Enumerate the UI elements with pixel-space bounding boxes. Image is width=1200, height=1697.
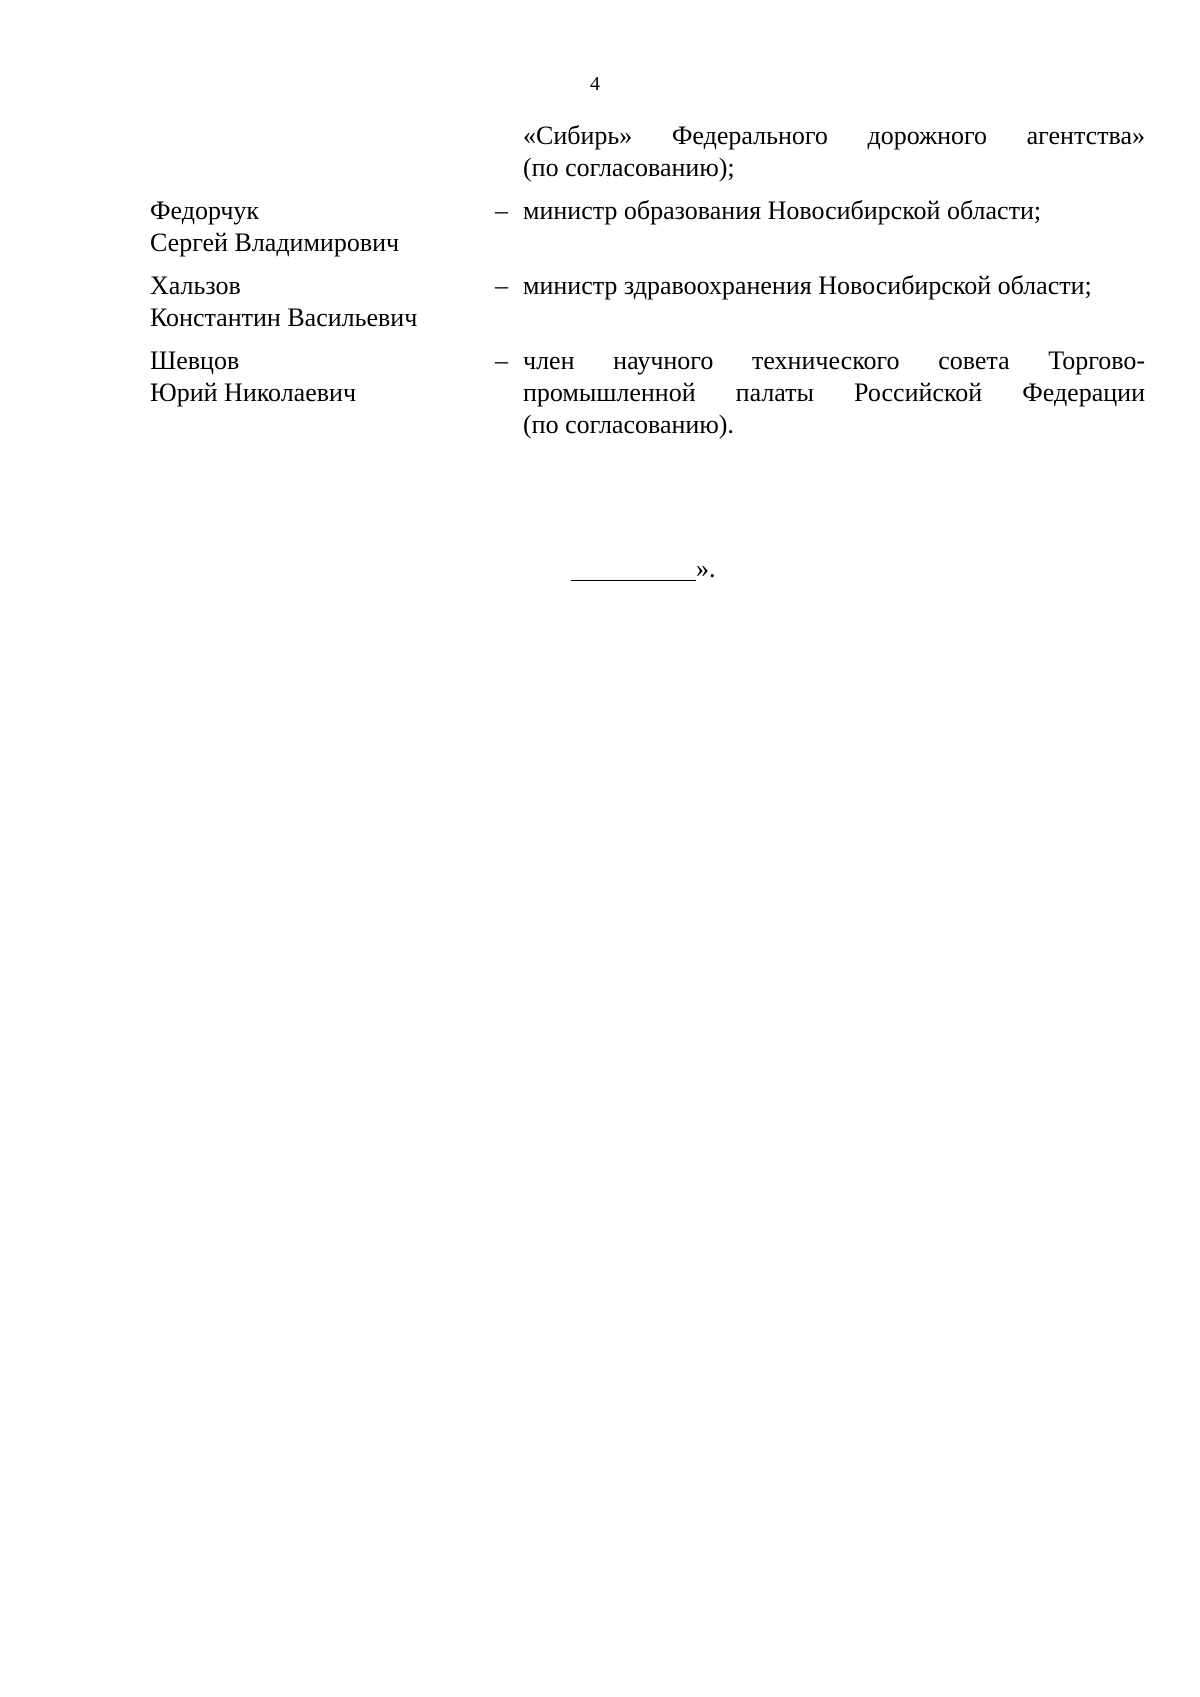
entry-dash: – <box>495 271 508 300</box>
entry-dash: – <box>495 346 508 375</box>
member-surname: Федорчук <box>150 196 260 225</box>
member-surname: Шевцов <box>150 346 240 375</box>
member-name <box>150 195 495 259</box>
member-surname: Хальзов <box>150 271 241 300</box>
member-given-names: Константин Васильевич <box>150 303 418 332</box>
member-given-names: Сергей Владимирович <box>150 228 400 257</box>
page-number: 4 <box>590 73 600 95</box>
position-line: министр образования Новосибирской области; <box>523 196 1042 225</box>
position-line: «Сибирь» Федерального дорожного агентства» <box>523 121 1145 150</box>
member-given-names: Юрий Николаевич <box>150 378 357 407</box>
entry-dash: – <box>495 196 508 225</box>
closing-underline <box>571 553 696 581</box>
position-line: (по согласованию). <box>523 410 734 439</box>
position-line: (по согласованию); <box>523 153 735 182</box>
position-line: промышленной палаты Российской Федерации <box>523 378 1145 407</box>
closing-mark <box>571 553 716 585</box>
member-entry <box>150 270 1145 334</box>
member-entry <box>150 345 1145 441</box>
member-name <box>150 345 495 409</box>
member-entry <box>150 120 1145 184</box>
member-position <box>523 195 1145 227</box>
member-position <box>523 270 1145 302</box>
member-name <box>150 270 495 334</box>
member-entry <box>150 195 1145 259</box>
position-line: министр здравоохранения Новосибирской области; <box>523 271 1092 300</box>
member-position <box>523 120 1145 184</box>
member-position <box>523 345 1145 441</box>
closing-quote: ». <box>696 554 716 583</box>
position-line: член научного технического совета Торгово- <box>523 346 1145 375</box>
members-list <box>150 120 1145 452</box>
